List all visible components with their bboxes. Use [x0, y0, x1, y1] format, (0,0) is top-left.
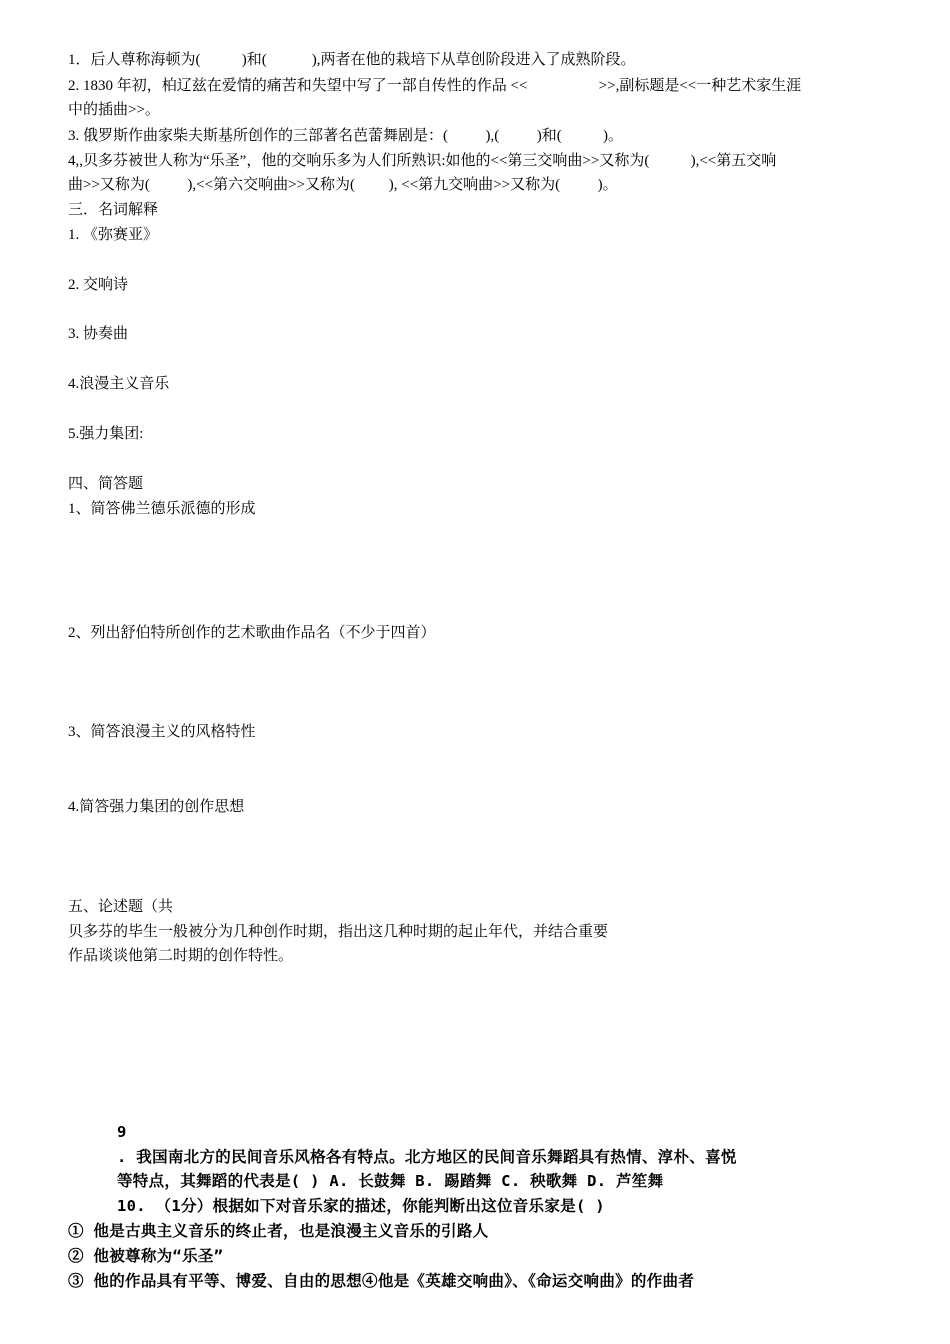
fill-blank-q4-line1: 4,,贝多芬被世人称为“乐圣”，他的交响乐多为人们所熟识:如他的<<第三交响曲>>又称为( ),<<第五交响: [68, 153, 777, 169]
section5-heading: 五、论述题（共: [68, 899, 174, 915]
section4-item: 1、简答佛兰德乐派德的形成: [68, 501, 256, 517]
section3-heading: 三．名词解释: [68, 202, 159, 218]
section4-item: 2、列出舒伯特所创作的艺术歌曲作品名（不少于四首）: [68, 625, 436, 641]
section4-heading: 四、简答题: [68, 476, 144, 492]
section3-item: 5.强力集团:: [68, 426, 144, 442]
fill-blank-q2-line2: 中的插曲>>。: [68, 102, 160, 118]
fill-blank-q1: 1．后人尊称海顿为( )和( ),两者在他的栽培下从草创阶段进入了成熟阶段。: [68, 52, 636, 68]
question-9-line1: . 我国南北方的民间音乐风格各有特点。北方地区的民间音乐舞蹈具有热情、淳朴、喜悦: [117, 1148, 737, 1166]
question-9-number: 9: [117, 1123, 127, 1141]
question-9-line2: 等特点，其舞蹈的代表是( ) A. 长鼓舞 B. 踢踏舞 C. 秧歌舞 D. 芦笙舞: [117, 1172, 664, 1190]
section3-item: 1. 《弥赛亚》: [68, 227, 159, 243]
fill-blank-q2-line1: 2. 1830 年初，柏辽兹在爱情的痛苦和失望中写了一部自传性的作品 << >>,副标题是<<一种艺术家生涯: [68, 78, 802, 94]
section4-item: 4.简答强力集团的创作思想: [68, 799, 245, 815]
section3-item: 4.浪漫主义音乐: [68, 376, 170, 392]
question-10: 10. （1分）根据如下对音乐家的描述，你能判断出这位音乐家是( ): [117, 1197, 605, 1215]
question-10-clue-1: ① 他是古典主义音乐的终止者，也是浪漫主义音乐的引路人: [68, 1222, 489, 1240]
section4-item: 3、简答浪漫主义的风格特性: [68, 724, 256, 740]
question-10-clue-2: ② 他被尊称为“乐圣”: [68, 1247, 224, 1265]
section5-essay-line1: 贝多芬的毕生一般被分为几种创作时期，指出这几种时期的起止年代，并结合重要: [68, 924, 609, 940]
question-10-clue-3: ③ 他的作品具有平等、博爱、自由的思想④他是《英雄交响曲》、《命运交响曲》的作曲者: [68, 1272, 695, 1290]
section3-item: 3. 协奏曲: [68, 326, 129, 342]
fill-blank-q3: 3. 俄罗斯作曲家柴夫斯基所创作的三部著名芭蕾舞剧是：( ),( )和( )。: [68, 128, 623, 144]
section3-item: 2. 交响诗: [68, 277, 129, 293]
section5-essay-line2: 作品谈谈他第二时期的创作特性。: [68, 948, 294, 964]
fill-blank-q4-line2: 曲>>又称为( ),<<第六交响曲>>又称为( ), <<第九交响曲>>又称为( )。: [68, 177, 618, 193]
